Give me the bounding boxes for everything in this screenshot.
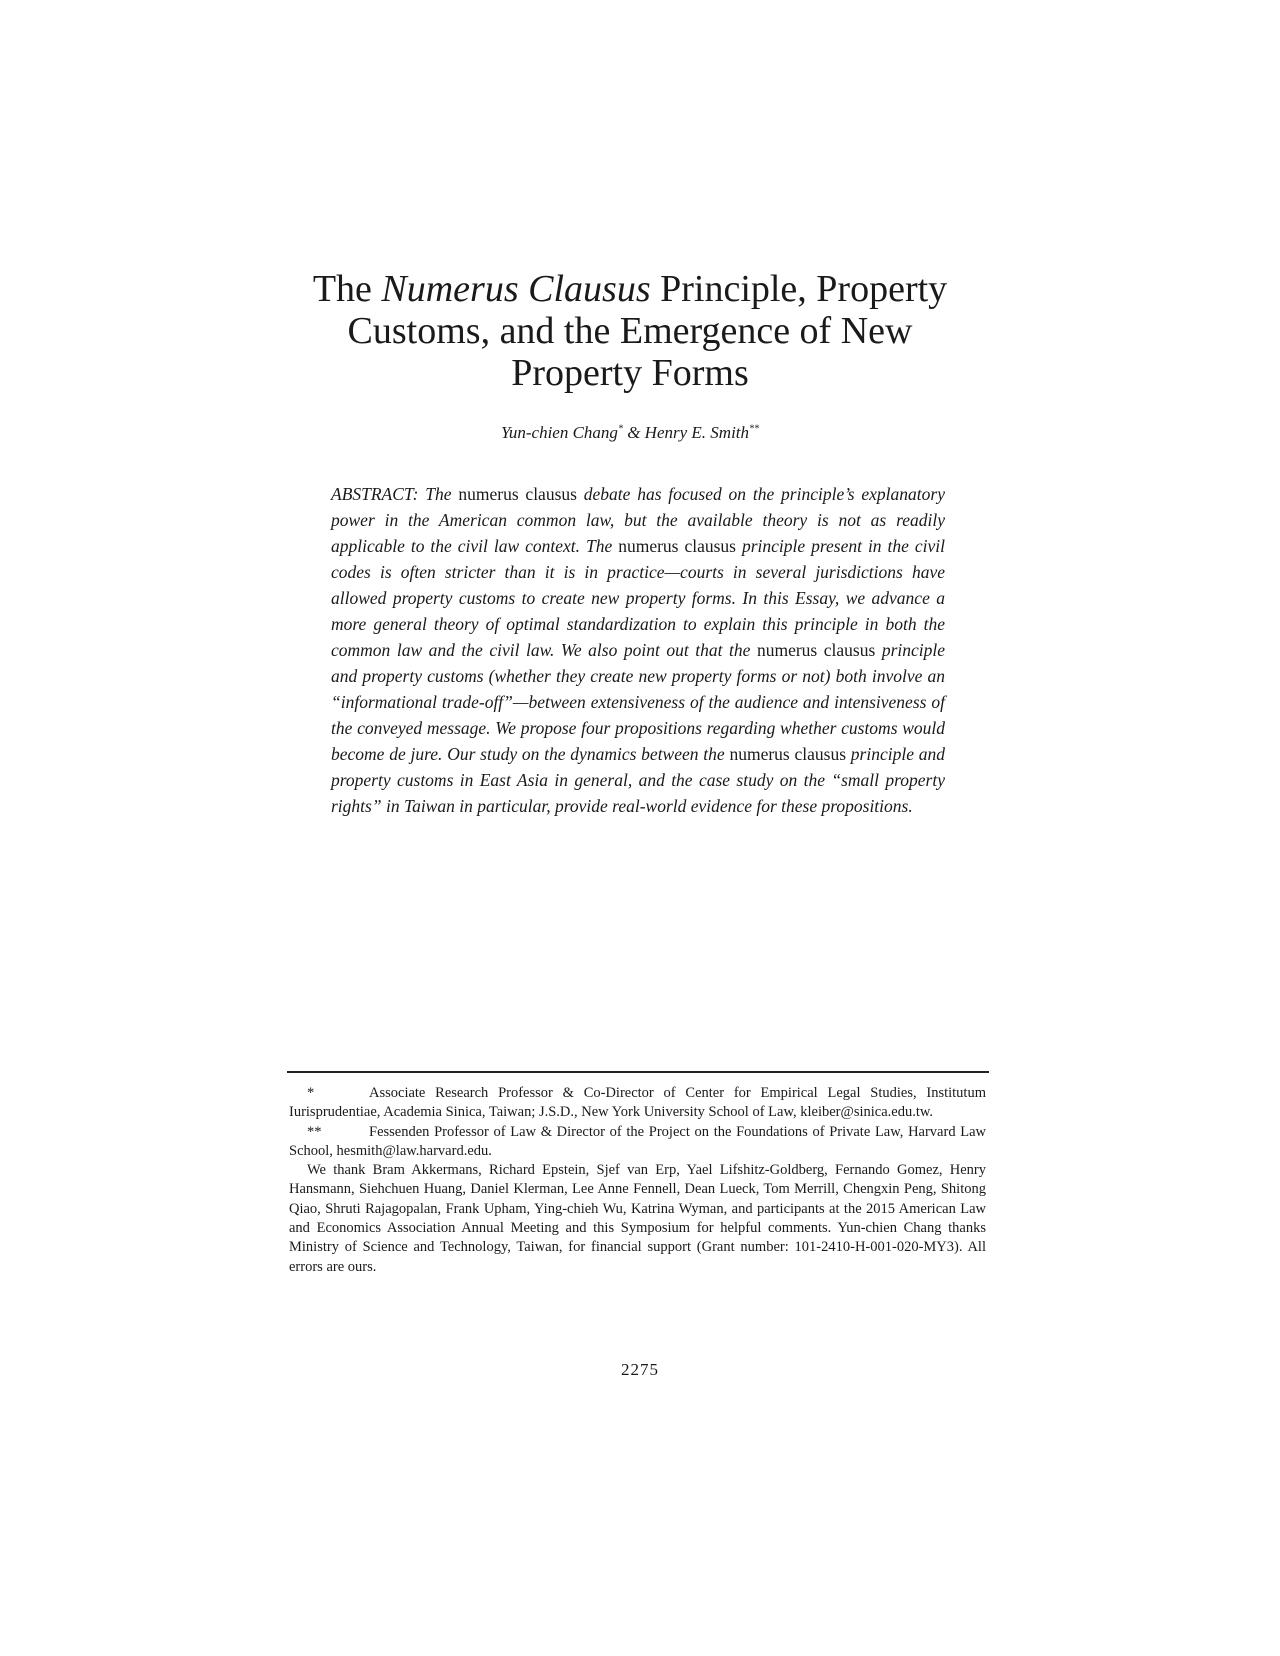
abstract-term-2: numerus clausus [618,536,736,556]
acknowledgments-note [289,1161,986,1277]
title-part-2: Principle, Property Customs, and the Emergence of New Property Forms [347,268,948,394]
author-1-footnote-mark: * [617,423,623,435]
footnote-2-text: Fessenden Professor of Law & Director of the Project on the Foundations of Private Law, Harvard Law School, hesmith@law.harvard.edu. [289,1123,986,1159]
author-2: Henry E. Smith [644,423,750,442]
author-2-footnote-mark: ** [749,423,760,435]
acknowledgments-text: We thank Bram Akkermans, Richard Epstein, Sjef van Erp, Yael Lifshitz-Goldberg, Fernando Gomez, Henry Hansmann, Siehchuen Huang, Daniel Klerman, Lee Anne Fennell, Dean Lueck, Tom Merrill, Chengxin Peng, Shitong Qiao, Shruti Rajagopalan, Frank Upham, Ying-chieh Wu, Katrina Wyman, and participants at the 2015 American Law and Economics Association Annual Meeting and this Symposium for helpful comments. Yun-chien Chang thanks Ministry of Science and Technology, Taiwan, for financial support (Grant number: 101-2410-H-001-020-MY3). All errors are ours. [289,1162,986,1275]
abstract-term-3: numerus clausus [756,640,876,660]
abstract-seg-5: principle and property customs in East Asia in general, and the case study on the “small property rights” in Taiwan in particular, provide real-world evidence for these propositions. [331,744,945,816]
abstract [331,481,945,819]
footnote-1 [289,1084,986,1123]
article-title [290,268,970,394]
abstract-seg-3: principle present in the civil codes is often stricter than it is in practice—courts in several jurisdictions have allowed property customs to create new property forms. In this Essay, we advance a more general theory of optimal standardization to explain this principle in both the common law and the civil law. We also point out that the [331,536,945,660]
abstract-seg-4: principle and property customs (whether they create new property forms or not) both involve an “informational trade-off”—between extensiveness of the audience and intensiveness of the conveyed message. We propose four propositions regarding whether customs would become de jure. Our study on the dynamics between the [331,640,945,764]
abstract-term-4: numerus clausus [729,744,847,764]
title-part-1: The [312,268,382,310]
title-italic: Numerus Clausus [381,268,651,310]
footnote-2 [289,1123,986,1162]
abstract-term-1: numerus clausus [458,484,577,504]
page-number: 2275 [621,1360,659,1379]
author-1: Yun-chien Chang [500,423,618,442]
abstract-seg-2: debate has focused on the principle’s explanatory power in the American common law, but the available theory is not as readily applicable to the civil law context. The [331,484,945,556]
footnote-divider [287,1071,989,1073]
footnote-2-mark: ** [307,1123,322,1140]
footnotes [289,1084,986,1277]
author-line [290,422,970,444]
author-conjunction: & [622,423,645,442]
footnote-1-mark: * [307,1085,315,1101]
abstract-seg-1: ABSTRACT: The [331,484,459,504]
footnote-1-text: Associate Research Professor & Co-Director of Center for Empirical Legal Studies, Institutum Iurisprudentiae, Academia Sinica, Taiwan; J.S.D., New York University School of Law, kleiber@sinica.edu.tw. [289,1085,986,1121]
